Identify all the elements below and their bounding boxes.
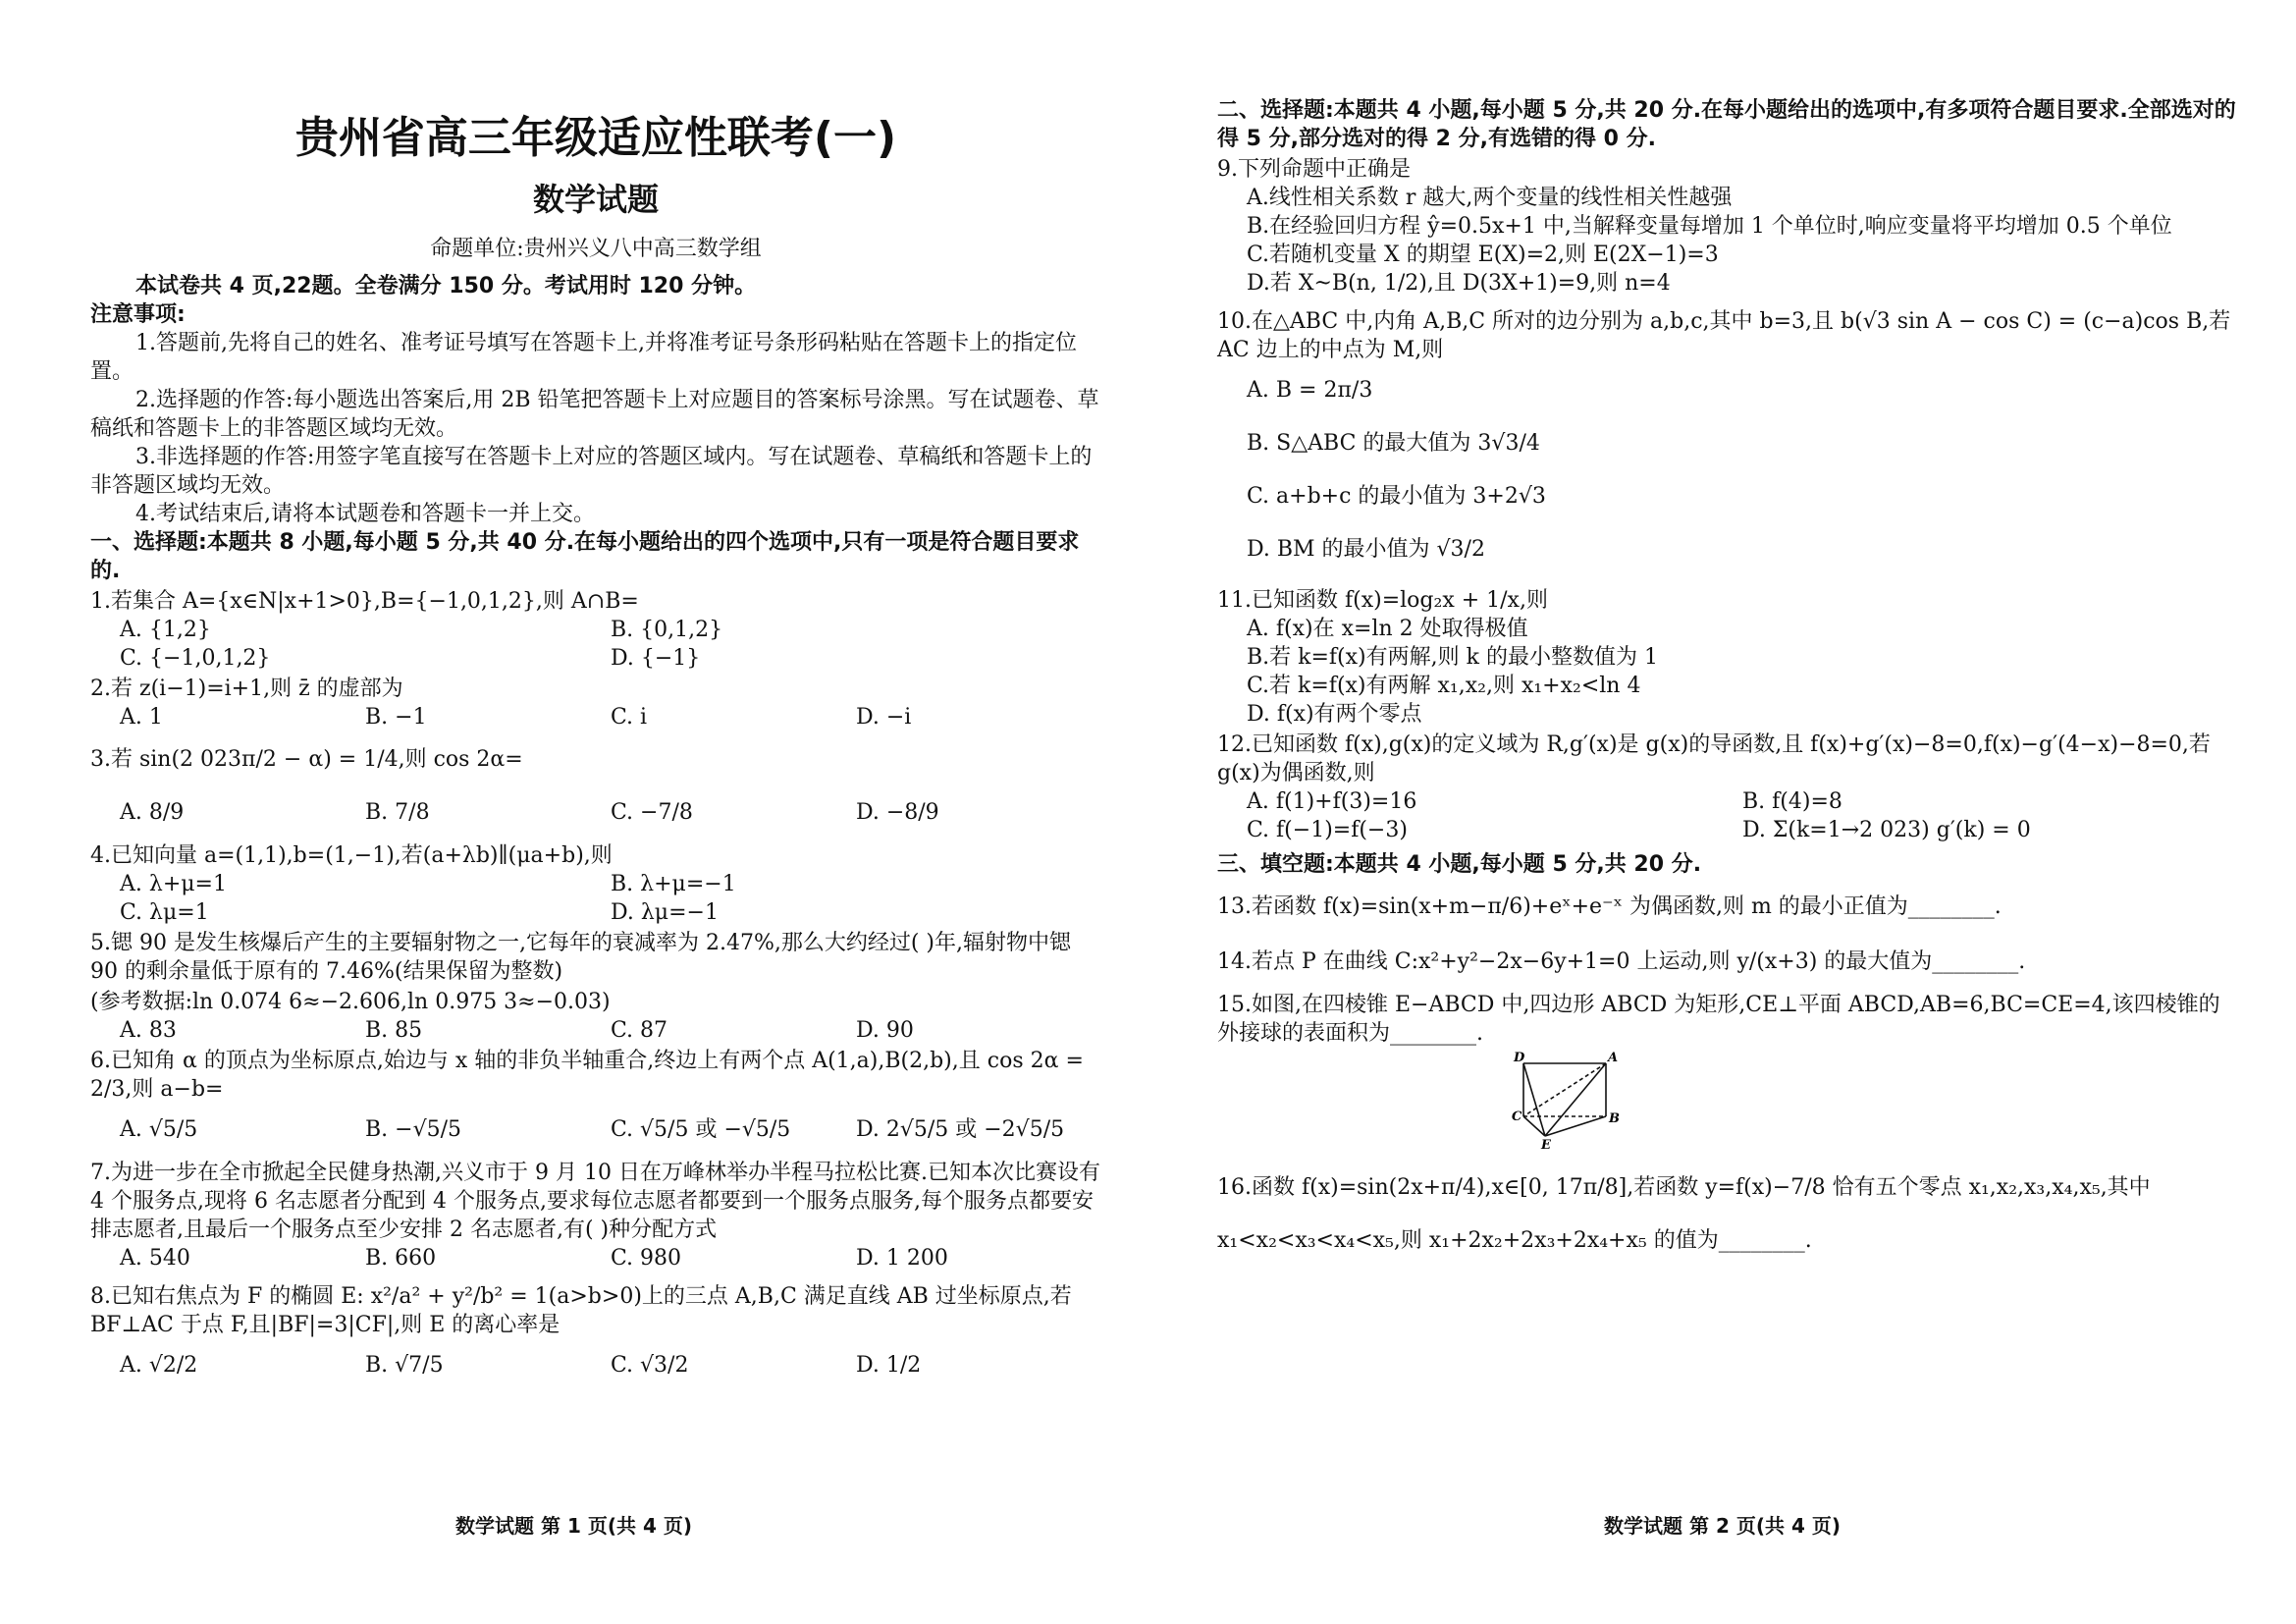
label-A: A	[1608, 1052, 1619, 1065]
question-7: 7.为进一步在全市掀起全民健身热潮,兴义市于 9 月 10 日在万峰林举办半程马拉松比赛.已知本次比赛设有 4 个服务点,现将 6 名志愿者分配到 4 个服务点,要求每位志愿者都要到一个服务点服务,每个服务点都要安排志愿者,且最后一个服务点至少安排 2 名志愿者,有( )种分配方式	[90, 1161, 1100, 1242]
question-5-options	[90, 1016, 1101, 1045]
page-footer: 数学试题 第 2 页(共 4 页)	[1604, 1514, 1841, 1538]
option: D. 2√5/5 或 −2√5/5	[856, 1117, 1065, 1142]
question-13: 13.若函数 f(x)=sin(x+m−π/6)+eˣ+e⁻ˣ 为偶函数,则 m 的最小正值为________.	[1217, 894, 2002, 919]
label-C: C	[1512, 1110, 1522, 1124]
option: A. √5/5	[120, 1117, 198, 1142]
option: B. {0,1,2}	[611, 618, 723, 642]
author-unit: 命题单位:贵州兴义八中高三数学组	[430, 237, 762, 261]
option: D. f(x)有两个零点	[1247, 702, 1422, 727]
question-12-options	[1217, 787, 2238, 844]
option: D. λμ=−1	[611, 900, 719, 925]
option: B. 7/8	[365, 800, 430, 825]
question-1-options	[90, 616, 1101, 673]
option: A.线性相关系数 r 越大,两个变量的线性相关性越强	[1247, 186, 1733, 210]
question-5-reference: (参考数据:ln 0.074 6≈−2.606,ln 0.975 3≈−0.03)	[90, 990, 611, 1014]
section-1-heading: 一、选择题:本题共 8 小题,每小题 5 分,共 40 分.在每小题给出的四个选项中,只有一项是符合题目要求的.	[90, 530, 1080, 583]
exam-title: 贵州省高三年级适应性联考(一)	[294, 113, 897, 163]
label-D: D	[1514, 1052, 1525, 1065]
question-12: 12.已知函数 f(x),g(x)的定义域为 R,g′(x)是 g(x)的导函数,且 f(x)+g′(x)−8=0,f(x)−g′(4−x)−8=0,若 g(x)为偶函数,则	[1217, 732, 2211, 785]
option: A. 8/9	[120, 800, 185, 825]
option: C. a+b+c 的最小值为 3+2√3	[1247, 484, 1546, 509]
notice-item: 3.非选择题的作答:用签字笔直接写在答题卡上对应的答题区域内。写在试题卷、草稿纸和答题卡上的非答题区域均无效。	[90, 445, 1093, 498]
option: D. 90	[856, 1018, 914, 1043]
question-3: 3.若 sin(2 023π/2 − α) = 1/4,则 cos 2α=	[90, 747, 523, 772]
question-4: 4.已知向量 a=(1,1),b=(1,−1),若(a+λb)∥(μa+b),则	[90, 843, 613, 868]
option: C. −7/8	[611, 800, 693, 825]
option: C. f(−1)=f(−3)	[1247, 818, 1408, 842]
option: D. 1 200	[856, 1246, 948, 1271]
exam-intro: 本试卷共 4 页,22题。全卷满分 150 分。考试用时 120 分钟。	[135, 274, 757, 298]
page-1-column	[90, 0, 1101, 1392]
question-10-options	[1217, 364, 2238, 576]
option: D. 1/2	[856, 1353, 922, 1378]
option: C.若随机变量 X 的期望 E(X)=2,则 E(2X−1)=3	[1247, 243, 1719, 267]
option: B. √7/5	[365, 1353, 444, 1378]
option: A. 540	[120, 1246, 190, 1271]
question-10: 10.在△ABC 中,内角 A,B,C 所对的边分别为 a,b,c,其中 b=3,且 b(√3 sin A − cos C) = (c−a)cos B,若 AC 边上的中点为 M,则	[1217, 309, 2231, 362]
label-B: B	[1609, 1111, 1620, 1126]
page-2	[1148, 0, 2296, 1624]
question-6: 6.已知角 α 的顶点为坐标原点,始边与 x 轴的非负半轴重合,终边上有两个点 A(1,a),B(2,b),且 cos 2α = 2/3,则 a−b=	[90, 1049, 1084, 1102]
section-3-heading: 三、填空题:本题共 4 小题,每小题 5 分,共 20 分.	[1217, 852, 1702, 877]
question-4-options	[90, 870, 1101, 927]
option: A. 83	[120, 1018, 177, 1043]
option: D. {−1}	[611, 646, 701, 671]
question-8-options	[90, 1339, 1101, 1392]
option: D.若 X~B(n, 1/2),且 D(3X+1)=9,则 n=4	[1247, 271, 1671, 296]
page-2-column	[1217, 96, 2238, 1268]
question-1: 1.若集合 A={x∈N|x+1>0},B={−1,0,1,2},则 A∩B=	[90, 589, 639, 614]
option: B. 660	[365, 1246, 437, 1271]
question-9-options	[1217, 184, 2238, 298]
question-16: 16.函数 f(x)=sin(2x+π/4),x∈[0, 17π/8],若函数 y=f(x)−7/8 恰有五个零点 x₁,x₂,x₃,x₄,x₅,其中 x₁<x₂<x₃<x₄<x₅,则 x₁+2x₂+2x₃+2x₄+x₅ 的值为________.	[1217, 1175, 2151, 1253]
option: C. √3/2	[611, 1353, 689, 1378]
page-footer: 数学试题 第 1 页(共 4 页)	[455, 1514, 692, 1538]
option: A. √2/2	[120, 1353, 198, 1378]
option: C. i	[611, 705, 648, 730]
option: B.若 k=f(x)有两解,则 k 的最小整数值为 1	[1247, 645, 1658, 670]
notice-item: 4.考试结束后,请将本试题卷和答题卡一并上交。	[135, 502, 595, 526]
option: D. −i	[856, 705, 912, 730]
question-14: 14.若点 P 在曲线 C:x²+y²−2x−6y+1=0 上运动,则 y/(x+3) 的最大值为________.	[1217, 949, 2026, 974]
option: C. λμ=1	[120, 900, 209, 925]
option: C. 980	[611, 1246, 682, 1271]
option: B. f(4)=8	[1742, 789, 1842, 814]
option: C. √5/5 或 −√5/5	[611, 1117, 791, 1142]
option: D. −8/9	[856, 800, 939, 825]
option: D. Σ(k=1→2 023) g′(k) = 0	[1742, 818, 2031, 842]
notice-item: 2.选择题的作答:每小题选出答案后,用 2B 铅笔把答题卡上对应题目的答案标号涂黑。写在试题卷、草稿纸和答题卡上的非答题区域均无效。	[90, 388, 1099, 441]
pyramid-figure	[1512, 1052, 1620, 1150]
label-E: E	[1541, 1138, 1551, 1150]
question-9: 9.下列命题中正确是	[1217, 157, 1411, 182]
exam-subtitle: 数学试题	[532, 181, 659, 218]
question-3-options	[90, 786, 1101, 839]
option: C.若 k=f(x)有两解 x₁,x₂,则 x₁+x₂<ln 4	[1247, 674, 1641, 698]
option: C. {−1,0,1,2}	[120, 646, 271, 671]
question-15: 15.如图,在四棱锥 E−ABCD 中,四边形 ABCD 为矩形,CE⊥平面 ABCD,AB=6,BC=CE=4,该四棱锥的外接球的表面积为________.	[1217, 993, 2220, 1046]
option: A. f(x)在 x=ln 2 处取得极值	[1247, 617, 1528, 641]
question-11: 11.已知函数 f(x)=log₂x + 1/x,则	[1217, 588, 1548, 613]
option: B. λ+μ=−1	[611, 872, 736, 896]
question-6-options	[90, 1104, 1101, 1157]
option: A. {1,2}	[120, 618, 211, 642]
section-2-heading: 二、选择题:本题共 4 小题,每小题 5 分,共 20 分.在每小题给出的选项中,有多项符合题目要求.全部选对的得 5 分,部分选对的得 2 分,有选错的得 0 分.	[1217, 98, 2236, 151]
option: C. 87	[611, 1018, 668, 1043]
option: B. −1	[365, 705, 427, 730]
question-8: 8.已知右焦点为 F 的椭圆 E: x²/a² + y²/b² = 1(a>b>0)上的三点 A,B,C 满足直线 AB 过坐标原点,若 BF⊥AC 于点 F,且|BF|=3|CF|,则 E 的离心率是	[90, 1284, 1072, 1337]
option: D. BM 的最小值为 √3/2	[1247, 537, 1485, 562]
question-5: 5.锶 90 是发生核爆后产生的主要辐射物之一,它每年的衰减率为 2.47%,那么大约经过( )年,辐射物中锶 90 的剩余量低于原有的 7.46%(结果保留为整数)	[90, 931, 1071, 984]
option: B. −√5/5	[365, 1117, 462, 1142]
option: A. B = 2π/3	[1247, 378, 1373, 403]
option: A. 1	[120, 705, 163, 730]
option: B.在经验回归方程 ŷ=0.5x+1 中,当解释变量每增加 1 个单位时,响应变量将平均增加 0.5 个单位	[1247, 214, 2172, 239]
question-11-options	[1217, 615, 2238, 729]
question-2-options	[90, 703, 1101, 731]
notice-title: 注意事项:	[90, 302, 186, 327]
notice-item: 1.答题前,先将自己的姓名、准考证号填写在答题卡上,并将准考证号条形码粘贴在答题卡上的指定位置。	[90, 331, 1077, 384]
question-7-options	[90, 1244, 1101, 1272]
question-2: 2.若 z(i−1)=i+1,则 z̄ 的虚部为	[90, 677, 403, 701]
option: B. S△ABC 的最大值为 3√3/4	[1247, 431, 1540, 456]
option: A. f(1)+f(3)=16	[1247, 789, 1417, 814]
option: A. λ+μ=1	[120, 872, 227, 896]
option: B. 85	[365, 1018, 423, 1043]
